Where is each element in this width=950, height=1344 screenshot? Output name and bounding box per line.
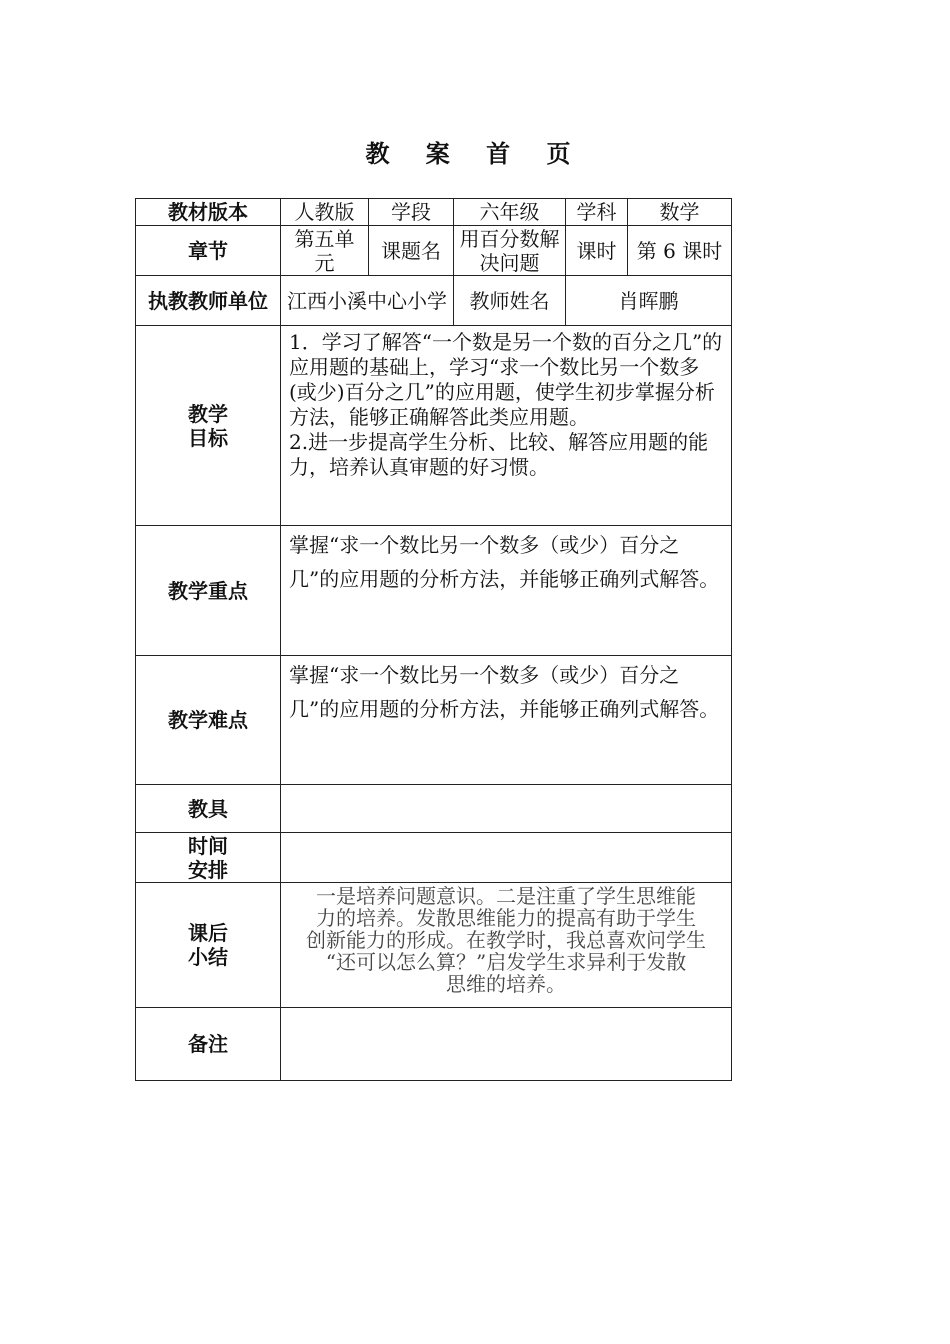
subject-value: 数学 (628, 199, 732, 226)
objectives-label (136, 326, 281, 526)
key-points-row (136, 526, 732, 656)
header-row (136, 199, 732, 226)
objective-item-1: 1．学习了解答“一个数是另一个数的百分之几”的应用题的基础上，学习“求一个数比另一个数多(或少)百分之几”的应用题，使学生初步掌握分析方法，能够正确解答此类应用题。 (289, 330, 723, 429)
summary-label (136, 883, 281, 1008)
summary-line-4: “还可以怎么算？”启发学生求异利于发散 (325, 950, 687, 974)
teacher-name-value: 肖晖鹏 (566, 276, 732, 326)
chapter-row (136, 226, 732, 276)
schedule-value (281, 833, 732, 883)
difficulties-row (136, 656, 732, 785)
key-points-content: 掌握“求一个数比另一个数多（或少）百分之几”的应用题的分析方法，并能够正确列式解答。 (281, 526, 732, 656)
subject-label: 学科 (566, 199, 628, 226)
summary-line-3: 创新能力的形成。在教学时，我总喜欢问学生 (306, 928, 706, 952)
difficulties-content: 掌握“求一个数比另一个数多（或少）百分之几”的应用题的分析方法，并能够正确列式解答。 (281, 656, 732, 785)
teacher-unit-label: 执教教师单位 (136, 276, 281, 326)
summary-line-5: 思维的培养。 (446, 972, 566, 996)
textbook-value: 人教版 (281, 199, 369, 226)
tools-row (136, 785, 732, 833)
stage-value: 六年级 (454, 199, 566, 226)
topic-value: 用百分数解决问题 (454, 226, 566, 276)
teacher-name-label: 教师姓名 (454, 276, 566, 326)
schedule-label-line1: 时间 (188, 833, 228, 858)
period-value: 第 6 课时 (628, 226, 732, 276)
notes-value (281, 1008, 732, 1081)
textbook-label: 教材版本 (136, 199, 281, 226)
schedule-label (136, 833, 281, 883)
topic-label: 课题名 (369, 226, 454, 276)
teacher-row (136, 276, 732, 326)
objective-item-2: 2.进一步提高学生分析、比较、解答应用题的能力，培养认真审题的好习惯。 (289, 430, 709, 479)
tools-label: 教具 (136, 785, 281, 833)
chapter-value: 第五单元 (281, 226, 369, 276)
summary-line-1: 一是培养问题意识。二是注重了学生思维能 (316, 884, 696, 908)
stage-label: 学段 (369, 199, 454, 226)
notes-label: 备注 (136, 1008, 281, 1081)
objectives-row (136, 326, 732, 526)
key-points-label: 教学重点 (136, 526, 281, 656)
summary-label-line2: 小结 (188, 945, 228, 969)
tools-value (281, 785, 732, 833)
objectives-label-line2: 目标 (188, 425, 228, 450)
summary-row (136, 883, 732, 1008)
notes-row (136, 1008, 732, 1081)
difficulties-label: 教学难点 (136, 656, 281, 785)
summary-content (281, 883, 732, 1008)
summary-line-2: 力的培养。发散思维能力的提高有助于学生 (316, 906, 696, 930)
summary-label-line1: 课后 (188, 921, 228, 945)
lesson-plan-table (135, 198, 732, 1081)
period-label: 课时 (566, 226, 628, 276)
objectives-content (281, 326, 732, 526)
page-title: 教 案 首 页 (365, 139, 585, 168)
schedule-label-line2: 安排 (188, 857, 228, 882)
chapter-label: 章节 (136, 226, 281, 276)
teacher-unit-value: 江西小溪中心小学 (281, 276, 454, 326)
schedule-row (136, 833, 732, 883)
objectives-label-line1: 教学 (188, 401, 228, 426)
